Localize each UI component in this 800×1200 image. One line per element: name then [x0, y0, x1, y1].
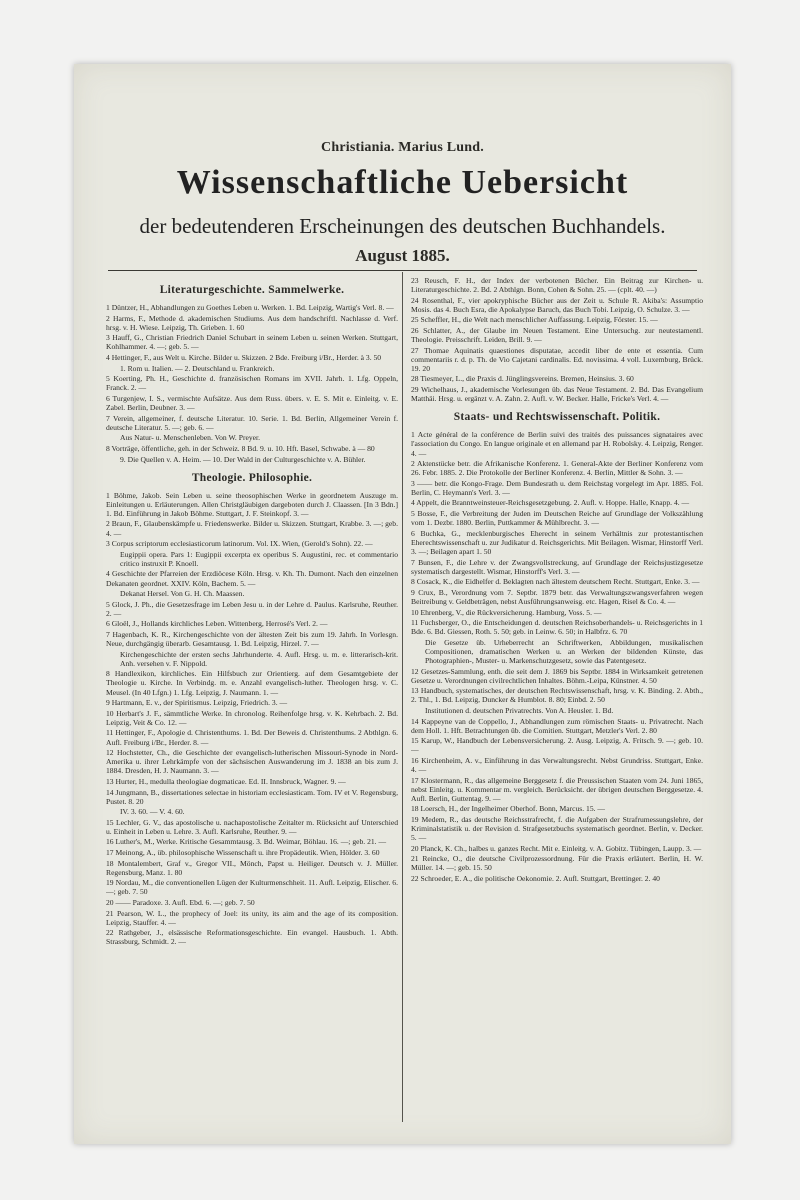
list-item: 18 Loersch, H., der Ingelheimer Oberhof. Bonn, Marcus. 15. — — [411, 804, 606, 814]
list-item: 8 Cosack, K., die Eidhelfer d. Beklagten nach ältestem deutschem Recht. Stuttgart, Enke. 3. — — [411, 577, 700, 587]
list-item-note: Eugippii opera. Pars 1: Eugippii excerpta ex operibus S. Augustini, rec. et commentario critico instruxit P. Knoell. — [120, 549, 398, 568]
list-item: 12 Gesetzes-Sammlung, enth. die seit dem J. 1869 bis Septbr. 1884 in Wirksamkeit getretenen Gesetze u. Verordnungen civilrechtlichen Inhaltes. Böhm.-Leipa, Künstner. 4. 50 — [411, 666, 703, 685]
list-item: 5 Glock, J. Ph., die Gesetzesfrage im Leben Jesu u. in der Lehre d. Paulus. Karlsruhe, Reuther. 2. — — [106, 599, 398, 618]
list-item: 7 Hagenbach, K. R., Kirchengeschichte von der ältesten Zeit bis zum 19. Jahrh. In Vorlesgn. Neue, durchgängig überarb. Gesamtausg. 1. Bd. Leipzig, Hirzel. 7. — — [106, 630, 398, 649]
list-item: 28 Tiesmeyer, L., die Praxis d. Jünglingsvereins. Bremen, Heinsius. 3. 60 — [411, 374, 634, 384]
list-item: 2 Harms, F., Methode d. akademischen Studiums. Aus dem handschriftl. Nachlasse d. Verf. hrsg. v. H. Wiese. Leipzig, Th. Grieben. 1. 60 — [106, 313, 398, 332]
list-item: 10 Ehrenberg, V., die Rückversicherung. Hamburg, Voss. 5. — — [411, 607, 602, 617]
list-item: 22 Rathgeber, J., elsässische Reformationsgeschichte. Ein evangel. Hausbuch. 1. Abth. Strassburg, Schmidt. 2. — — [106, 928, 398, 947]
column-divider — [402, 272, 403, 1122]
list-item: 15 Lechler, G. V., das apostolische u. nachapostolische Zeitalter m. Rücksicht auf Unterschied u. Einheit in Leben u. Lehre. 3. Aufl. Karlsruhe, Reuther. 9. — — [106, 817, 398, 836]
list-item: 3 Hauff, G., Christian Friedrich Daniel Schubart in seinem Leben u. seinen Werken. Stuttgart, Kohlhammer. 4. —; geb. 5. — — [106, 333, 398, 352]
list-item: 11 Fuchsberger, O., die Entscheidungen d. deutschen Reichsoberhandels- u. Reichsgerichts in 1 Bde. 6. Bd. Giessen, Roth. 5. 50; geb. in Leinw. 6. 50; in Halbfrz. 6. 70 — [411, 618, 703, 637]
list-item: 2 Braun, F., Glaubenskämpfe u. Friedenswerke. Bilder u. Skizzen. Stuttgart, Krabbe. 3. —; geb. 4. — — [106, 519, 398, 538]
list-item: 6 Buchka, G., mecklenburgisches Eherecht in seinem Verhältnis zur protestantischen Eherechtswissenschaft u. zur Judikatur d. Reichsgerichts. Mit Beilagen. Wismar, Hinstorff Verl. 3. —; Beilagen apart 1. 50 — [411, 528, 703, 556]
list-item: 7 Bunsen, F., die Lehre v. der Zwangsvollstreckung, auf Grundlage der Reichsjustizgesetze systematisch dargestellt. Wismar, Hinstorff's Verl. 3. — — [411, 557, 703, 576]
list-item: 8 Vorträge, öffentliche, geh. in der Schweiz. 8 Bd. 9. u. 10. Hft. Basel, Schwabe. à — 80 — [106, 443, 375, 453]
list-item: 16 Luther's, M., Werke. Kritische Gesammtausg. 3. Bd. Weimar, Böhlau. 16. —; geb. 21. — — [106, 837, 387, 847]
header-rule — [108, 270, 697, 271]
list-item: 1 Düntzer, H., Abhandlungen zu Goethes Leben u. Werken. 1. Bd. Leipzig, Wartig's Verl. 8. — — [106, 303, 394, 313]
list-item: 3 Corpus scriptorum ecclesiasticorum latinorum. Vol. IX. Wien, (Gerold's Sohn). 22. — — [106, 539, 373, 549]
list-item: 21 Reincke, O., die deutsche Civilprozessordnung. Für die Praxis erläutert. Berlin, H. W. Müller. 14. —; geb. 15. 50 — [411, 854, 703, 873]
list-item-note: Institutionen d. deutschen Privatrechts. Von A. Heusler. 1. Bd. — [425, 705, 614, 715]
publisher-line: Christiania. Marius Lund. — [321, 140, 484, 155]
list-item: 1 Böhme, Jakob. Sein Leben u. seine theosophischen Werke in geordnetem Auszuge m. Einleitungen u. Erläuterungen. Allen Christgläubigen dargeboten durch J. Claassen. [In 3 Bdn.] 1. Bd. Einführung in Jakob Böhme. Stuttgart, J. F. Steinkopf. 3. — — [106, 490, 398, 518]
list-item: 15 Karup, W., Handbuch der Lebensversicherung. 2. Ausg. Leipzig, A. Fritsch. 9. —; geb. 10. — — [411, 736, 703, 755]
list-item: 14 Jungmann, B., dissertationes selectae in historiam ecclesiasticam. Tom. IV et V. Regensburg, Pustet. 8. 20 — [106, 787, 398, 806]
list-item: 4 Geschichte der Pfarreien der Erzdiöcese Köln. Hrsg. v. Kh. Th. Dumont. Nach den einzelnen Dekanaten geordnet. XXIV. Köln, Bachem. 5. — — [106, 569, 398, 588]
right-column — [411, 276, 703, 1122]
list-item: 8 Handlexikon, kirchliches. Ein Hilfsbuch zur Orientierg. auf dem Gesamtgebiete der Theologie u. Kirche. In Verbindg. m. e. Anzahl evangelisch-luther. Theologen hrsg. v. C. Meusel. (In 40 Lfgn.) 1. Lfg. Leipzig, J. Naumann. 1. — — [106, 669, 398, 697]
list-item: 7 Verein, allgemeiner, f. deutsche Literatur. 10. Serie. 1. Bd. Berlin, Allgemeiner Verein f. deutsche Literatur. 5. —; geb. 6. — — [106, 413, 398, 432]
list-item: 20 —— Paradoxe. 3. Aufl. Ebd. 6. —; geb. 7. 50 — [106, 898, 255, 908]
page-title: Wissenschaftliche Uebersicht — [176, 164, 629, 201]
section-heading-literatur: Literaturgeschichte. Sammelwerke. — [159, 284, 345, 296]
list-item: 19 Medem, R., das deutsche Reichsstrafrecht, f. die Aufgaben der Strafrumessungslehre, der Kriminalstatistik u. der Revision d. Strafgesetzbuchs systematisch geordnet. Berlin, v. Decker. 5. — — [411, 814, 703, 843]
list-item: 10 Herbart's J. F., sämmtliche Werke. In chronolog. Reihenfolge hrsg. v. K. Kehrbach. 2. Bd. Leipzig, Veit & Co. 12. — — [106, 708, 398, 727]
left-column — [106, 276, 398, 1122]
list-item: 18 Montalembert, Graf v., Gregor VII., Mönch, Papst u. Heiliger. Deutsch v. J. Müller. Regensburg, Manz. 1. 80 — [106, 858, 398, 877]
list-item: 5 Bosse, F., die Verbreitung der Juden im Deutschen Reiche auf Grundlage der Volkszählung vom 1. Dezbr. 1880. Berlin, Puttkammer & Mühlbrecht. 3. — — [411, 509, 703, 528]
list-item-note: Die Gesetze üb. Urheberrecht an Schriftwerken, Abbildungen, musikalischen Compositionen, dramatischen Werken u. an Werken der bildenden Künste, das Photographien-, Muster- u. Markenschutzgesetz, sowie das Patentgesetz. — [425, 637, 703, 665]
list-item: 9 Crux, B., Verordnung vom 7. Septbr. 1879 betr. das Verwaltungszwangsverfahren wegen Beitreibung v. Geldbeträgen, nebst Ausführungsanweisg. etc. Hagen, Risel & Co. 4. — — [411, 587, 703, 606]
list-item-note: Aus Natur- u. Menschenleben. Von W. Preyer. — [120, 433, 261, 443]
list-item: 19 Nordau, M., die conventionellen Lügen der Kulturmenschheit. 11. Aufl. Leipzig, Elischer. 6. —; geb. 7. 50 — [106, 878, 398, 897]
newspaper-sheet — [74, 64, 731, 1144]
list-item: 12 Hochstetter, Ch., die Geschichte der evangelisch-lutherischen Missouri-Synode in Nord-Amerika u. ihrer Lehrkämpfe von der sächsischen Auswanderung im J. 1838 an bis zum J. 1884. Dresden, H. J. Naumann. 3. — — [106, 748, 398, 776]
list-item: 14 Kappeyne van de Coppello, J., Abhandlungen zum römischen Staats- u. Privatrecht. Nach dem Holl. 1. Hft. Betrachtungen üb. die Comitien. Stuttgart, Metzler's Verl. 2. 80 — [411, 716, 703, 735]
list-item: 22 Schroeder, E. A., die politische Oekonomie. 2. Aufl. Stuttgart, Brettinger. 2. 40 — [411, 874, 660, 884]
list-item: 24 Rosenthal, F., vier apokryphische Bücher aus der Zeit u. Schule R. Akiba's: Assumptio Mosis. das 4. Buch Esra, die Apokalypse Baruch, das Buch Tobi. Leipzig, O. Schulze. 3. — — [411, 295, 703, 314]
list-item: 25 Scheffler, H., die Welt nach menschlicher Auffassung. Leipzig, Förster. 15. — — [411, 315, 658, 325]
list-item: 1 Acte général de la conférence de Berlin suivi des traités des puissances signataires avec l'association du Congo. En langue originale et en allemand par H. Robolsky. 4. Leipzig, Renger. 4. — — [411, 430, 703, 458]
list-item: 27 Thomae Aquinatis quaestiones disputatae, accedit liber de ente et essentia. Cum commentariis r. d. p. Th. de Vio Cajetani cardinalis. Ed. novissima. 4 voll. Luxemburg, Brück. 19. 20 — [411, 345, 703, 373]
list-item-note: 1. Rom u. Italien. — 2. Deutschland u. Frankreich. — [120, 363, 275, 373]
list-item: 13 Handbuch, systematisches, der deutschen Rechtswissenschaft, hrsg. v. K. Binding. 2. Abth., 2. Thl., 1. Bd. Leipzig, Duncker & Humblot. 8. 80; Einbd. 2. 50 — [411, 686, 703, 705]
list-item: 26 Schlatter, A., der Glaube im Neuen Testament. Eine Untersuchg. zur neutestamentl. Theologie. Preisschrift. Leiden, Brill. 9. — — [411, 325, 703, 345]
issue-date: August 1885. — [355, 246, 450, 265]
list-item: 9 Hartmann, E. v., der Spiritismus. Leipzig, Friedrich. 3. — — [106, 698, 288, 708]
list-item: 11 Hettinger, F., Apologie d. Christenthums. 1. Bd. Der Beweis d. Christenthums. 2 Abthlgn. 6. Aufl. Freiburg i/Br., Herder. 8. — — [106, 728, 398, 747]
list-item-note: Dekanat Hersel. Von G. H. Ch. Maassen. — [120, 589, 245, 599]
list-item: 4 Hettinger, F., aus Welt u. Kirche. Bilder u. Skizzen. 2 Bde. Freiburg i/Br., Herder. à 3. 50 — [106, 353, 382, 363]
list-item: 17 Klostermann, R., das allgemeine Berggesetz f. die Preussischen Staaten vom 24. Juni 1865, nebst Einleitg. u. Kommentar m. vergleich. Berücksicht. der übrigen deutschen Berggesetze. 4. Aufl. Berlin, Guttentag. 9. — — [411, 775, 703, 803]
list-item: 3 —— betr. die Kongo-Frage. Dem Bundesrath u. dem Reichstag vorgelegt im Apr. 1885. Fol. Berlin, C. Heymann's Verl. 3. — — [411, 478, 703, 497]
list-item-note: Kirchengeschichte der ersten sechs Jahrhunderte. 4. Aufl. Hrsg. u. m. e. litterarisch-krit. Anh. versehen v. F. Nippold. — [120, 649, 398, 668]
list-item: 2 Aktenstücke betr. die Afrikanische Konferenz. 1. General-Akte der Berliner Konferenz vom 26. Febr. 1885. 2. Die Protokolle der Berliner Konferenz. 4. Berlin, Mittler & Sohn. 3. — — [411, 459, 703, 478]
list-item-note: IV. 3. 60. — V. 4. 60. — [120, 807, 185, 817]
list-item: 5 Koerting, Ph. H., Geschichte d. französischen Romans im XVII. Jahrh. 1. Lfg. Oppeln, Franck. 2. — — [106, 374, 398, 393]
list-item: 20 Planck, K. Ch., halbes u. ganzes Recht. Mit e. Einleitg. v. A. Gobitz. Tübingen, Laupp. 3. — — [411, 843, 702, 853]
page-subtitle: der bedeutenderen Erscheinungen des deutschen Buchhandels. — [139, 214, 666, 238]
list-item-note: 9. Die Quellen v. A. Heim. — 10. Der Wald in der Culturgeschichte v. A. Bühler. — [120, 454, 366, 464]
list-item: 16 Kirchenheim, A. v., Einführung in das Verwaltungsrecht. Nebst Grundriss. Stuttgart, Enke. 4. — — [411, 755, 703, 774]
list-item: 17 Meinong, A., üb. philosophische Wissenschaft u. ihre Propädeutik. Wien, Hölder. 3. 60 — [106, 848, 380, 858]
list-item: 4 Appelt, die Branntweinsteuer-Reichsgesetzgebung. 2. Aufl. v. Hoppe. Halle, Knapp. 4. — — [411, 498, 690, 508]
section-heading-staats: Staats- und Rechtswissenschaft. Politik. — [453, 411, 661, 424]
list-item: 13 Hurter, H., medulla theologiae dogmaticae. Ed. II. Innsbruck, Wagner. 9. — — [106, 776, 346, 786]
list-item: 29 Wichelhaus, J., akademische Vorlesungen üb. das Neue Testament. 2. Bd. Das Evangelium Matthäi. Hrsg. u. ergänzt v. A. Zahn. 2. Aufl. v. W. Becker. Halle, Fricke's Verl. 4. — — [411, 385, 703, 404]
list-item: 21 Pearson, W. L., the prophecy of Joel: its unity, its aim and the age of its composition. Leipzig, Stauffer. 4. — — [106, 908, 398, 927]
section-heading-theologie: Theologie. Philosophie. — [191, 471, 313, 484]
list-item: 6 Turgenjew, I. S., vermischte Aufsätze. Aus dem Russ. übers. v. E. S. Mit e. Einleitg. v. E. Zabel. Berlin, Deubner. 3. — — [106, 393, 398, 413]
list-item: 23 Reusch, F. H., der Index der verbotenen Bücher. Ein Beitrag zur Kirchen- u. Literaturgeschichte. 2. Bd. 2 Abthlgn. Bonn, Cohen & Sohn. 25. — (cplt. 40. —) — [411, 276, 703, 295]
list-item: 6 Gloël, J., Hollands kirchliches Leben. Wittenberg, Herrosé's Verl. 2. — — [106, 619, 328, 629]
